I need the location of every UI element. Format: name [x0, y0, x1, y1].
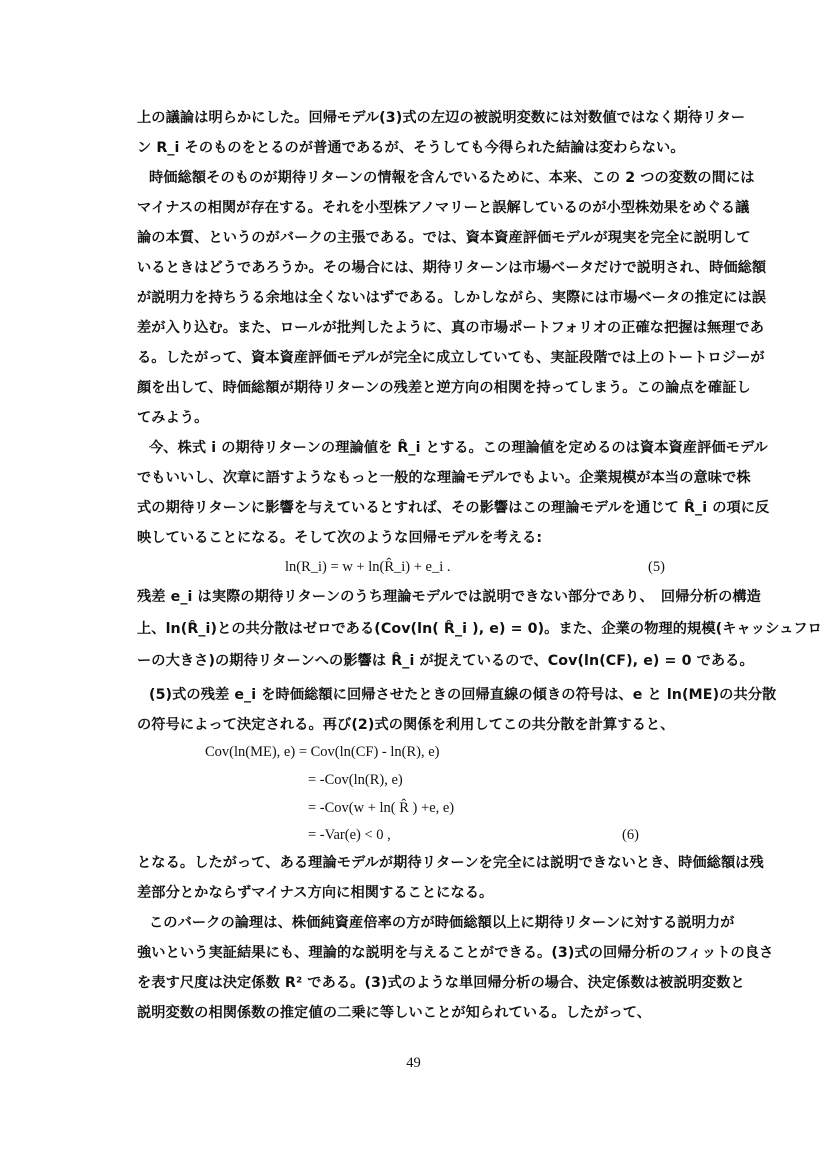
equation-6-line-1: Cov(ln(ME), e) = Cov(ln(CF) - ln(R), e)	[205, 744, 440, 760]
text-line: 差が入り込む。また、ロールが批判したように、真の市場ポートフォリオの正確な把握は無理であ	[137, 320, 765, 336]
page-number: 49	[406, 1055, 421, 1071]
text-line: となる。したがって、ある理論モデルが期待リターンを完全には説明できないとき、時価総額は残	[137, 855, 764, 871]
text-line: 今、株式 i の期待リターンの理論値を R̂_i とする。この理論値を定めるのは資本資産評価モデル	[149, 440, 768, 456]
text-line: マイナスの相関が存在する。それを小型株アノマリーと誤解しているのが小型株効果をめぐる議	[137, 200, 750, 216]
scan-speck	[688, 106, 690, 108]
text-line: いるときはどうであろうか。その場合には、期待リターンは市場ベータだけで説明され、時価総額	[137, 260, 767, 276]
text-line: を表す尺度は決定係数 R² である。(3)式のような単回帰分析の場合、決定係数は被説明変数と	[137, 975, 745, 991]
equation-6-line-3: = -Cov(w + ln( R̂ ) +e, e)	[308, 800, 455, 816]
text-line: 上の議論は明らかにした。回帰モデル(3)式の左辺の被説明変数には対数値ではなく期待リター	[137, 110, 746, 126]
equation-number-6: (6)	[622, 827, 639, 843]
text-line: 残差 e_i は実際の期待リターンのうち理論モデルでは説明できない部分であり、 回帰分析の構造	[137, 589, 761, 605]
text-line: 上、ln(R̂_i)との共分散はゼロである(Cov(ln( R̂_i ), e) = 0)。また、企業の物理的規模(キャッシュフロ	[137, 621, 822, 637]
text-line: が説明力を持ちうる余地は全くないはずである。しかしながら、実際には市場ベータの推定には誤	[137, 290, 767, 306]
text-line: 説明変数の相関係数の推定値の二乗に等しいことが知られている。したがって、	[137, 1005, 652, 1021]
text-line: 論の本質、というのがバークの主張である。では、資本資産評価モデルが現実を完全に説明して	[137, 230, 751, 246]
text-line: 映していることになる。そして次のような回帰モデルを考える:	[137, 530, 543, 546]
equation-5: ln(R_i) = w + ln(R̂_i) + e_i .	[285, 559, 451, 575]
text-line: (5)式の残差 e_i を時価総額に回帰させたときの回帰直線の傾きの符号は、e と ln(ME)の共分散	[149, 687, 777, 703]
text-line: てみよう。	[137, 410, 209, 426]
text-line: ン R_i そのものをとるのが普通であるが、そうしても今得られた結論は変わらない。	[137, 140, 685, 156]
text-line: 顔を出して、時価総額が期待リターンの残差と逆方向の相関を持ってしまう。この論点を確証し	[137, 380, 751, 396]
text-line: このバークの論理は、株価純資産倍率の方が時価総額以上に期待リターンに対する説明力が	[149, 915, 735, 931]
text-line: 式の期待リターンに影響を与えているとすれば、その影響はこの理論モデルを通じて R̂_i の項に反	[137, 500, 770, 516]
equation-6-line-2: = -Cov(ln(R), e)	[308, 772, 403, 788]
text-line: る。したがって、資本資産評価モデルが完全に成立していても、実証段階では上のトートロジーが	[137, 350, 765, 366]
equation-6-line-4: = -Var(e) < 0 ,	[308, 827, 391, 843]
text-line: 時価総額そのものが期待リターンの情報を含んでいるために、本来、この 2 つの変数の間には	[149, 170, 755, 186]
text-line: 差部分とかならずマイナス方向に相関することになる。	[137, 885, 494, 901]
text-line: 強いという実証結果にも、理論的な説明を与えることができる。(3)式の回帰分析のフィットの良さ	[137, 945, 774, 961]
text-line: でもいいし、次章に語すようなもっと一般的な理論モデルでもよい。企業規模が本当の意味で株	[137, 470, 751, 486]
equation-number-5: (5)	[648, 559, 665, 575]
text-line: ーの大きさ)の期待リターンへの影響は R̂_i が捉えているので、Cov(ln(CF), e) = 0 である。	[137, 653, 754, 669]
text-line: の符号によって決定される。再び(2)式の関係を利用してこの共分散を計算すると、	[137, 717, 675, 733]
